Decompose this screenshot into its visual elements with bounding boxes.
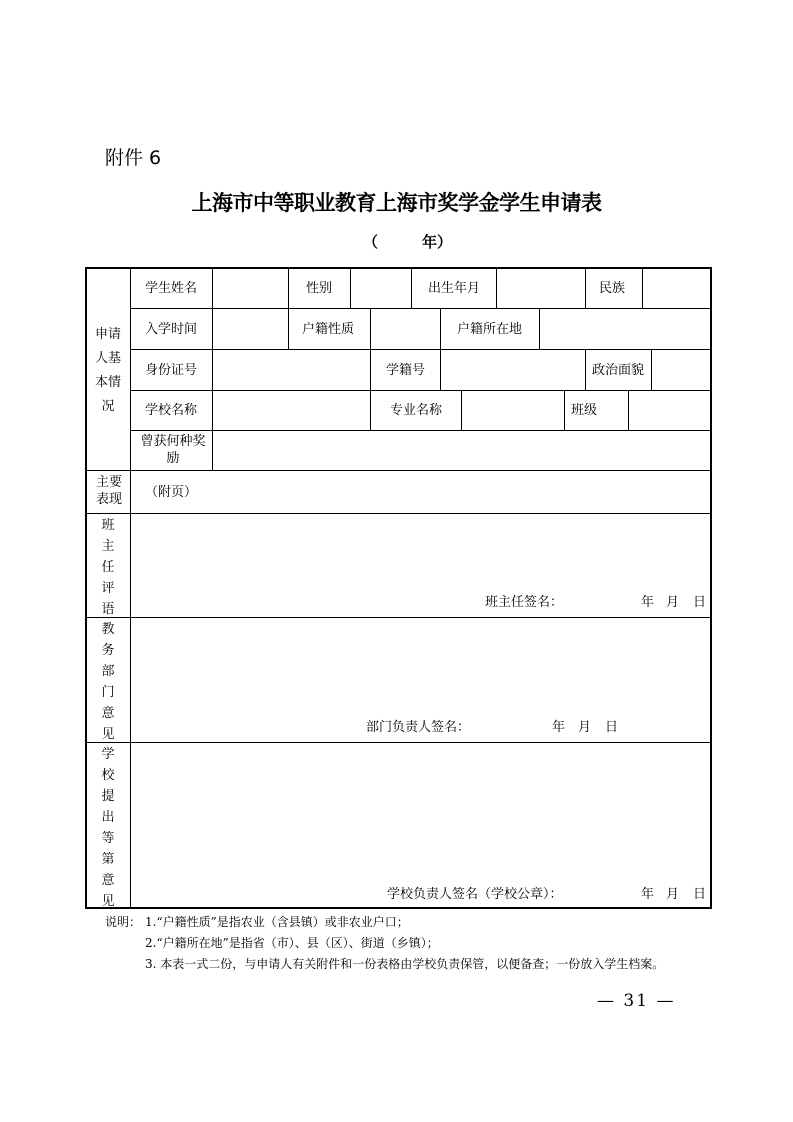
- major-name-label: 专业名称: [390, 403, 443, 418]
- household-location-label: 户籍所在地: [457, 322, 523, 337]
- year-label: 年）: [422, 233, 453, 251]
- household-type-label: 户籍性质: [302, 322, 355, 337]
- notes-prefix: 说明：: [105, 915, 142, 929]
- teacher-signature-label: 班主任签名：: [485, 595, 564, 610]
- note-line-3: 3. 本表一式二份，与申请人有关附件和一份表格由学校负责保管，以便备查；一份放入学生档案。: [145, 957, 665, 971]
- school-name-label: 学校名称: [145, 403, 198, 418]
- teacher-comment-label: 班主任评语: [101, 518, 115, 617]
- dept-date-month: 月: [578, 720, 592, 735]
- id-number-label: 身份证号: [145, 363, 198, 378]
- class-label: 班级: [571, 403, 598, 418]
- ethnicity-label: 民族: [599, 281, 626, 296]
- household-location-field[interactable]: [540, 309, 710, 348]
- class-field[interactable]: [629, 391, 710, 429]
- gender-field[interactable]: [351, 268, 410, 307]
- page-number: — 31 —: [597, 991, 676, 1011]
- student-name-label: 学生姓名: [145, 281, 198, 296]
- student-number-label: 学籍号: [386, 363, 426, 378]
- awards-label: 曾获何种奖励: [140, 434, 206, 466]
- attachment-label: 附件 6: [105, 147, 162, 169]
- ethnicity-field[interactable]: [643, 268, 710, 307]
- year-open: （: [363, 233, 379, 251]
- school-opinion-label: 学校提出等第意见: [101, 747, 115, 909]
- dept-date-day: 日: [605, 720, 619, 735]
- student-number-field[interactable]: [441, 350, 584, 389]
- note-line-2: 2.“户籍所在地”是指省（市）、县（区）、街道（乡镇）；: [145, 936, 439, 950]
- awards-field[interactable]: [213, 431, 710, 469]
- main-performance-value: （附页）: [145, 485, 198, 500]
- birth-date-field[interactable]: [497, 268, 584, 307]
- form-title: 上海市中等职业教育上海市奖学金学生申请表: [191, 190, 602, 215]
- id-number-field[interactable]: [213, 350, 369, 389]
- note-line-1: 1.“户籍性质”是指农业（含县镇）或非农业户口；: [145, 915, 409, 929]
- enroll-time-field[interactable]: [213, 309, 287, 348]
- teacher-date-year: 年: [641, 595, 655, 610]
- teacher-comment-field[interactable]: [131, 514, 710, 616]
- major-name-field[interactable]: [462, 391, 563, 429]
- main-performance-label: 主要表现: [95, 475, 122, 507]
- student-name-field[interactable]: [213, 268, 287, 307]
- school-opinion-field[interactable]: [131, 743, 710, 907]
- section-basic-info-label: 申请人基本情况: [94, 327, 121, 414]
- teacher-date-month: 月: [666, 595, 680, 610]
- enroll-time-label: 入学时间: [145, 322, 198, 337]
- political-status-field[interactable]: [652, 350, 710, 389]
- school-date-year: 年: [641, 887, 655, 902]
- birth-date-label: 出生年月: [428, 281, 481, 296]
- dept-date-year: 年: [552, 720, 566, 735]
- political-status-label: 政治面貌: [592, 363, 645, 378]
- year-line: [363, 234, 452, 250]
- dept-opinion-label: 教务部门意见: [101, 622, 115, 742]
- school-signature-label: 学校负责人签名（学校公章）：: [387, 887, 563, 902]
- school-date-day: 日: [693, 887, 707, 902]
- dept-signature-label: 部门负责人签名：: [366, 720, 471, 735]
- school-date-month: 月: [666, 887, 680, 902]
- household-type-field[interactable]: [371, 309, 439, 348]
- gender-label: 性别: [306, 281, 333, 296]
- teacher-date-day: 日: [693, 595, 707, 610]
- school-name-field[interactable]: [213, 391, 369, 429]
